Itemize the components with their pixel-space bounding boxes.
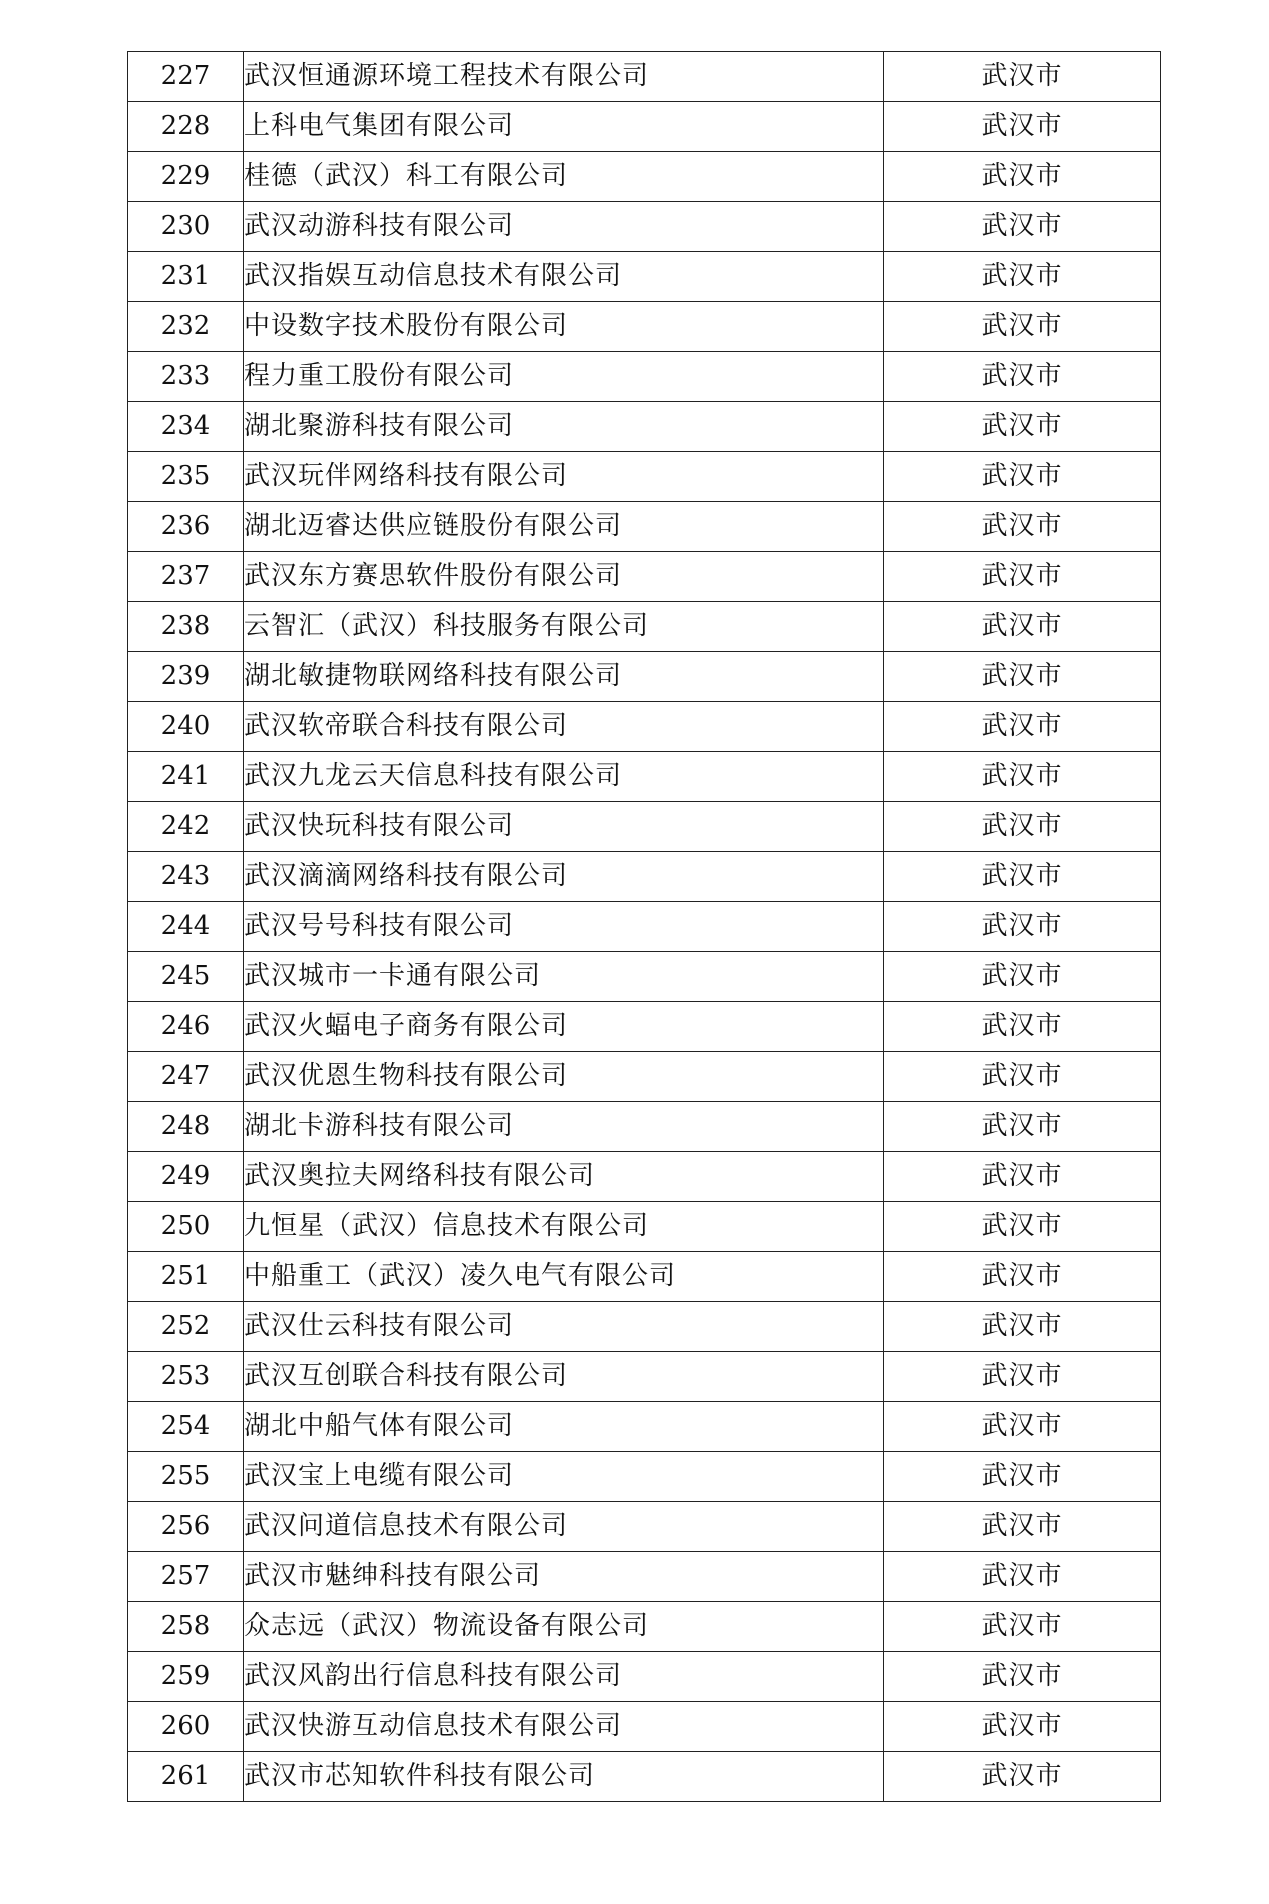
- table-row: [128, 1652, 1161, 1702]
- company-name-cell: 湖北聚游科技有限公司: [244, 402, 884, 452]
- company-name-cell: 武汉软帝联合科技有限公司: [244, 702, 884, 752]
- row-number-cell: 259: [128, 1652, 244, 1702]
- city-cell: 武汉市: [884, 1652, 1161, 1702]
- city-cell: 武汉市: [884, 1552, 1161, 1602]
- table-row: [128, 652, 1161, 702]
- company-name-cell: 武汉快游互动信息技术有限公司: [244, 1702, 884, 1752]
- city-cell: 武汉市: [884, 1602, 1161, 1652]
- row-number-cell: 236: [128, 502, 244, 552]
- table-row: [128, 1152, 1161, 1202]
- table-row: [128, 452, 1161, 502]
- row-number-cell: 234: [128, 402, 244, 452]
- row-number-cell: 257: [128, 1552, 244, 1602]
- company-name-cell: 武汉九龙云天信息科技有限公司: [244, 752, 884, 802]
- row-number-cell: 233: [128, 352, 244, 402]
- city-cell: 武汉市: [884, 1402, 1161, 1452]
- city-cell: 武汉市: [884, 502, 1161, 552]
- city-cell: 武汉市: [884, 1002, 1161, 1052]
- row-number-cell: 239: [128, 652, 244, 702]
- row-number-cell: 228: [128, 102, 244, 152]
- city-cell: 武汉市: [884, 1202, 1161, 1252]
- table-row: [128, 152, 1161, 202]
- row-number-cell: 232: [128, 302, 244, 352]
- city-cell: 武汉市: [884, 52, 1161, 102]
- company-name-cell: 武汉东方赛思软件股份有限公司: [244, 552, 884, 602]
- row-number-cell: 240: [128, 702, 244, 752]
- city-cell: 武汉市: [884, 252, 1161, 302]
- table-row: [128, 1502, 1161, 1552]
- table-row: [128, 752, 1161, 802]
- city-cell: 武汉市: [884, 902, 1161, 952]
- table-row: [128, 602, 1161, 652]
- table-row: [128, 1552, 1161, 1602]
- table-row: [128, 1752, 1161, 1802]
- row-number-cell: 246: [128, 1002, 244, 1052]
- company-name-cell: 武汉动游科技有限公司: [244, 202, 884, 252]
- city-cell: 武汉市: [884, 1302, 1161, 1352]
- row-number-cell: 253: [128, 1352, 244, 1402]
- company-name-cell: 武汉互创联合科技有限公司: [244, 1352, 884, 1402]
- company-list-table: [127, 51, 1161, 1802]
- city-cell: 武汉市: [884, 652, 1161, 702]
- row-number-cell: 251: [128, 1252, 244, 1302]
- company-name-cell: 湖北中船气体有限公司: [244, 1402, 884, 1452]
- table-row: [128, 202, 1161, 252]
- table-body: [128, 52, 1161, 1802]
- row-number-cell: 230: [128, 202, 244, 252]
- city-cell: 武汉市: [884, 1252, 1161, 1302]
- row-number-cell: 247: [128, 1052, 244, 1102]
- company-name-cell: 湖北迈睿达供应链股份有限公司: [244, 502, 884, 552]
- table-row: [128, 1302, 1161, 1352]
- company-name-cell: 湖北敏捷物联网络科技有限公司: [244, 652, 884, 702]
- row-number-cell: 231: [128, 252, 244, 302]
- city-cell: 武汉市: [884, 552, 1161, 602]
- city-cell: 武汉市: [884, 852, 1161, 902]
- company-name-cell: 武汉仕云科技有限公司: [244, 1302, 884, 1352]
- row-number-cell: 242: [128, 802, 244, 852]
- city-cell: 武汉市: [884, 1102, 1161, 1152]
- city-cell: 武汉市: [884, 802, 1161, 852]
- table-row: [128, 1352, 1161, 1402]
- company-name-cell: 武汉市芯知软件科技有限公司: [244, 1752, 884, 1802]
- table-row: [128, 702, 1161, 752]
- city-cell: 武汉市: [884, 1752, 1161, 1802]
- table-row: [128, 502, 1161, 552]
- company-name-cell: 九恒星（武汉）信息技术有限公司: [244, 1202, 884, 1252]
- company-name-cell: 桂德（武汉）科工有限公司: [244, 152, 884, 202]
- company-name-cell: 武汉滴滴网络科技有限公司: [244, 852, 884, 902]
- company-name-cell: 武汉城市一卡通有限公司: [244, 952, 884, 1002]
- table-row: [128, 1002, 1161, 1052]
- city-cell: 武汉市: [884, 352, 1161, 402]
- table-row: [128, 52, 1161, 102]
- table-row: [128, 1602, 1161, 1652]
- city-cell: 武汉市: [884, 1502, 1161, 1552]
- city-cell: 武汉市: [884, 202, 1161, 252]
- table-row: [128, 552, 1161, 602]
- table-row: [128, 952, 1161, 1002]
- city-cell: 武汉市: [884, 152, 1161, 202]
- row-number-cell: 237: [128, 552, 244, 602]
- company-name-cell: 武汉玩伴网络科技有限公司: [244, 452, 884, 502]
- company-name-cell: 武汉市魅绅科技有限公司: [244, 1552, 884, 1602]
- city-cell: 武汉市: [884, 1702, 1161, 1752]
- company-name-cell: 武汉快玩科技有限公司: [244, 802, 884, 852]
- city-cell: 武汉市: [884, 452, 1161, 502]
- table-row: [128, 1202, 1161, 1252]
- table-row: [128, 1252, 1161, 1302]
- company-name-cell: 武汉号号科技有限公司: [244, 902, 884, 952]
- city-cell: 武汉市: [884, 1452, 1161, 1502]
- company-name-cell: 武汉恒通源环境工程技术有限公司: [244, 52, 884, 102]
- city-cell: 武汉市: [884, 1152, 1161, 1202]
- row-number-cell: 245: [128, 952, 244, 1002]
- table-row: [128, 102, 1161, 152]
- company-name-cell: 武汉风韵出行信息科技有限公司: [244, 1652, 884, 1702]
- table-row: [128, 252, 1161, 302]
- city-cell: 武汉市: [884, 402, 1161, 452]
- row-number-cell: 250: [128, 1202, 244, 1252]
- city-cell: 武汉市: [884, 102, 1161, 152]
- row-number-cell: 258: [128, 1602, 244, 1652]
- table-row: [128, 802, 1161, 852]
- row-number-cell: 227: [128, 52, 244, 102]
- company-name-cell: 湖北卡游科技有限公司: [244, 1102, 884, 1152]
- company-name-cell: 武汉指娱互动信息技术有限公司: [244, 252, 884, 302]
- row-number-cell: 249: [128, 1152, 244, 1202]
- company-name-cell: 中船重工（武汉）凌久电气有限公司: [244, 1252, 884, 1302]
- company-name-cell: 众志远（武汉）物流设备有限公司: [244, 1602, 884, 1652]
- row-number-cell: 244: [128, 902, 244, 952]
- company-name-cell: 武汉优恩生物科技有限公司: [244, 1052, 884, 1102]
- table-row: [128, 302, 1161, 352]
- row-number-cell: 255: [128, 1452, 244, 1502]
- row-number-cell: 254: [128, 1402, 244, 1452]
- company-name-cell: 云智汇（武汉）科技服务有限公司: [244, 602, 884, 652]
- row-number-cell: 243: [128, 852, 244, 902]
- row-number-cell: 261: [128, 1752, 244, 1802]
- city-cell: 武汉市: [884, 952, 1161, 1002]
- company-name-cell: 程力重工股份有限公司: [244, 352, 884, 402]
- table-row: [128, 1402, 1161, 1452]
- company-name-cell: 中设数字技术股份有限公司: [244, 302, 884, 352]
- city-cell: 武汉市: [884, 1352, 1161, 1402]
- table-row: [128, 352, 1161, 402]
- table-row: [128, 902, 1161, 952]
- city-cell: 武汉市: [884, 1052, 1161, 1102]
- city-cell: 武汉市: [884, 752, 1161, 802]
- company-name-cell: 武汉问道信息技术有限公司: [244, 1502, 884, 1552]
- company-name-cell: 武汉奥拉夫网络科技有限公司: [244, 1152, 884, 1202]
- row-number-cell: 256: [128, 1502, 244, 1552]
- row-number-cell: 238: [128, 602, 244, 652]
- company-name-cell: 武汉宝上电缆有限公司: [244, 1452, 884, 1502]
- row-number-cell: 235: [128, 452, 244, 502]
- row-number-cell: 241: [128, 752, 244, 802]
- city-cell: 武汉市: [884, 602, 1161, 652]
- row-number-cell: 260: [128, 1702, 244, 1752]
- table-row: [128, 1052, 1161, 1102]
- table-row: [128, 1452, 1161, 1502]
- row-number-cell: 248: [128, 1102, 244, 1152]
- row-number-cell: 229: [128, 152, 244, 202]
- company-name-cell: 武汉火蝠电子商务有限公司: [244, 1002, 884, 1052]
- table-row: [128, 1102, 1161, 1152]
- table-row: [128, 402, 1161, 452]
- row-number-cell: 252: [128, 1302, 244, 1352]
- city-cell: 武汉市: [884, 702, 1161, 752]
- table-row: [128, 1702, 1161, 1752]
- city-cell: 武汉市: [884, 302, 1161, 352]
- company-name-cell: 上科电气集团有限公司: [244, 102, 884, 152]
- table-row: [128, 852, 1161, 902]
